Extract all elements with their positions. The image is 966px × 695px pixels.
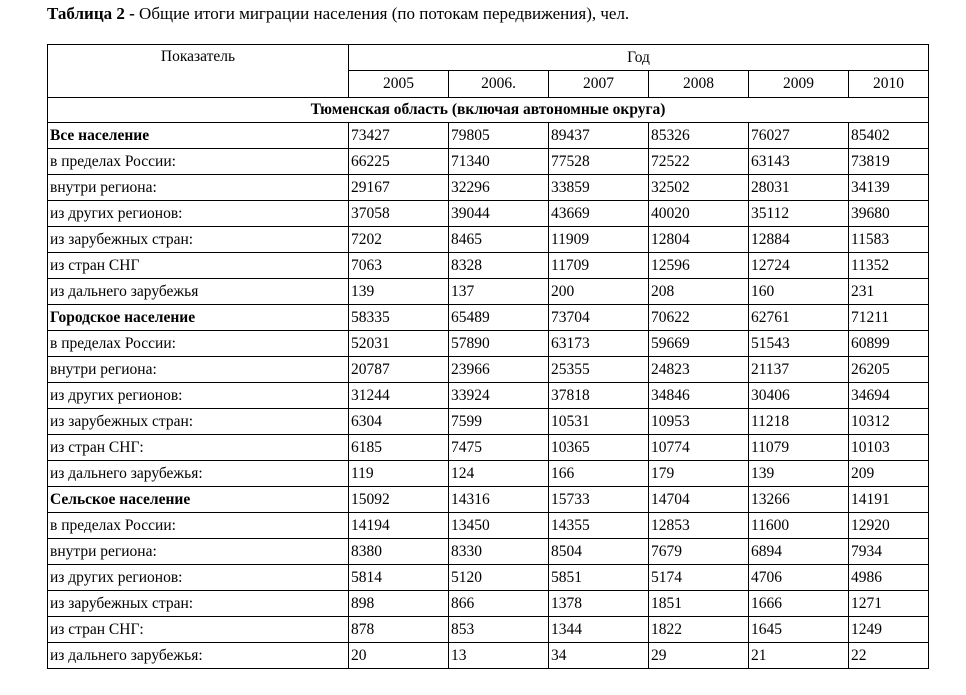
value-cell: 58335 [349,305,449,331]
value-cell: 8328 [449,253,549,279]
value-cell: 1344 [549,617,649,643]
value-cell: 33924 [449,383,549,409]
row-label: из дальнего зарубежья: [48,461,349,487]
value-cell: 76027 [749,123,849,149]
value-cell: 37818 [549,383,649,409]
year-header: Год [349,45,929,71]
row-label: внутри региона: [48,539,349,565]
header-row-top [48,45,929,71]
table-row [48,357,929,383]
value-cell: 11079 [749,435,849,461]
value-cell: 8465 [449,227,549,253]
table-row [48,149,929,175]
value-cell: 5851 [549,565,649,591]
year-cell: 2009 [749,71,849,98]
value-cell: 85326 [649,123,749,149]
value-cell: 124 [449,461,549,487]
value-cell: 166 [549,461,649,487]
value-cell: 7063 [349,253,449,279]
value-cell: 898 [349,591,449,617]
value-cell: 72522 [649,149,749,175]
value-cell: 10953 [649,409,749,435]
row-label: в пределах России: [48,149,349,175]
table-row [48,461,929,487]
value-cell: 1645 [749,617,849,643]
value-cell: 20 [349,643,449,669]
table-row [48,175,929,201]
value-cell: 63173 [549,331,649,357]
value-cell: 20787 [349,357,449,383]
table-row [48,201,929,227]
value-cell: 28031 [749,175,849,201]
value-cell: 71340 [449,149,549,175]
value-cell: 21 [749,643,849,669]
value-cell: 12884 [749,227,849,253]
value-cell: 200 [549,279,649,305]
value-cell: 12853 [649,513,749,539]
value-cell: 231 [849,279,929,305]
value-cell: 39680 [849,201,929,227]
value-cell: 5814 [349,565,449,591]
value-cell: 6894 [749,539,849,565]
value-cell: 43669 [549,201,649,227]
value-cell: 13450 [449,513,549,539]
row-label: из дальнего зарубежья [48,279,349,305]
value-cell: 32502 [649,175,749,201]
row-label: из других регионов: [48,565,349,591]
value-cell: 40020 [649,201,749,227]
table-row [48,383,929,409]
table-row [48,227,929,253]
value-cell: 866 [449,591,549,617]
value-cell: 34 [549,643,649,669]
value-cell: 10312 [849,409,929,435]
table-body [48,123,929,669]
value-cell: 5174 [649,565,749,591]
value-cell: 11909 [549,227,649,253]
row-label: в пределах России: [48,331,349,357]
table-row-group [48,123,929,149]
value-cell: 8380 [349,539,449,565]
value-cell: 14191 [849,487,929,513]
value-cell: 24823 [649,357,749,383]
row-label: из зарубежных стран: [48,227,349,253]
value-cell: 1666 [749,591,849,617]
value-cell: 89437 [549,123,649,149]
value-cell: 21137 [749,357,849,383]
value-cell: 34846 [649,383,749,409]
value-cell: 14704 [649,487,749,513]
value-cell: 1271 [849,591,929,617]
value-cell: 6304 [349,409,449,435]
value-cell: 63143 [749,149,849,175]
value-cell: 85402 [849,123,929,149]
value-cell: 15092 [349,487,449,513]
value-cell: 57890 [449,331,549,357]
value-cell: 33859 [549,175,649,201]
value-cell: 79805 [449,123,549,149]
table-row [48,279,929,305]
indicator-header: Показатель [48,45,349,98]
value-cell: 12920 [849,513,929,539]
year-cell: 2006. [449,71,549,98]
value-cell: 137 [449,279,549,305]
row-label: Сельское население [48,487,349,513]
value-cell: 13 [449,643,549,669]
value-cell: 7679 [649,539,749,565]
value-cell: 11218 [749,409,849,435]
value-cell: 52031 [349,331,449,357]
year-cell: 2007 [549,71,649,98]
value-cell: 71211 [849,305,929,331]
table-caption [47,3,629,25]
value-cell: 14355 [549,513,649,539]
region-title: Тюменская область (включая автономные округа) [48,98,929,123]
value-cell: 5120 [449,565,549,591]
year-cell: 2010 [849,71,929,98]
value-cell: 14194 [349,513,449,539]
value-cell: 70622 [649,305,749,331]
value-cell: 29 [649,643,749,669]
value-cell: 8330 [449,539,549,565]
row-label: из стран СНГ: [48,617,349,643]
value-cell: 1378 [549,591,649,617]
value-cell: 7599 [449,409,549,435]
value-cell: 7934 [849,539,929,565]
value-cell: 4986 [849,565,929,591]
row-label: в пределах России: [48,513,349,539]
value-cell: 77528 [549,149,649,175]
value-cell: 1249 [849,617,929,643]
value-cell: 73427 [349,123,449,149]
row-label: внутри региона: [48,357,349,383]
value-cell: 39044 [449,201,549,227]
value-cell: 209 [849,461,929,487]
value-cell: 8504 [549,539,649,565]
value-cell: 14316 [449,487,549,513]
value-cell: 7202 [349,227,449,253]
value-cell: 25355 [549,357,649,383]
value-cell: 73819 [849,149,929,175]
value-cell: 60899 [849,331,929,357]
value-cell: 10774 [649,435,749,461]
value-cell: 34139 [849,175,929,201]
caption-number: Таблица 2 [47,4,125,23]
region-row [48,98,929,123]
value-cell: 51543 [749,331,849,357]
table-row [48,253,929,279]
row-label: из стран СНГ: [48,435,349,461]
value-cell: 31244 [349,383,449,409]
value-cell: 1822 [649,617,749,643]
row-label: из зарубежных стран: [48,591,349,617]
value-cell: 30406 [749,383,849,409]
value-cell: 66225 [349,149,449,175]
value-cell: 139 [349,279,449,305]
value-cell: 22 [849,643,929,669]
table-row [48,435,929,461]
migration-table [47,44,929,669]
value-cell: 12724 [749,253,849,279]
value-cell: 73704 [549,305,649,331]
value-cell: 26205 [849,357,929,383]
table-row [48,513,929,539]
value-cell: 4706 [749,565,849,591]
value-cell: 29167 [349,175,449,201]
value-cell: 59669 [649,331,749,357]
value-cell: 11583 [849,227,929,253]
value-cell: 119 [349,461,449,487]
value-cell: 878 [349,617,449,643]
value-cell: 10103 [849,435,929,461]
table-row [48,643,929,669]
value-cell: 179 [649,461,749,487]
row-label: из стран СНГ [48,253,349,279]
table-row [48,331,929,357]
value-cell: 35112 [749,201,849,227]
row-label: Все население [48,123,349,149]
value-cell: 65489 [449,305,549,331]
table-row [48,539,929,565]
row-label: из дальнего зарубежья: [48,643,349,669]
value-cell: 853 [449,617,549,643]
value-cell: 12804 [649,227,749,253]
row-label: из других регионов: [48,201,349,227]
value-cell: 23966 [449,357,549,383]
value-cell: 13266 [749,487,849,513]
table-row-group [48,487,929,513]
value-cell: 12596 [649,253,749,279]
value-cell: 11709 [549,253,649,279]
row-label: внутри региона: [48,175,349,201]
value-cell: 1851 [649,591,749,617]
value-cell: 208 [649,279,749,305]
caption-text: Общие итоги миграции населения (по потокам передвижения), чел. [139,4,630,23]
table-row [48,617,929,643]
row-label: из зарубежных стран: [48,409,349,435]
caption-dash: - [124,4,140,23]
value-cell: 11600 [749,513,849,539]
value-cell: 7475 [449,435,549,461]
table-row [48,565,929,591]
table-row [48,591,929,617]
value-cell: 32296 [449,175,549,201]
value-cell: 160 [749,279,849,305]
row-label: из других регионов: [48,383,349,409]
value-cell: 10531 [549,409,649,435]
value-cell: 6185 [349,435,449,461]
year-cell: 2005 [349,71,449,98]
year-cell: 2008 [649,71,749,98]
value-cell: 34694 [849,383,929,409]
table-row-group [48,305,929,331]
value-cell: 10365 [549,435,649,461]
value-cell: 139 [749,461,849,487]
value-cell: 15733 [549,487,649,513]
row-label: Городское население [48,305,349,331]
value-cell: 62761 [749,305,849,331]
table-row [48,409,929,435]
value-cell: 37058 [349,201,449,227]
value-cell: 11352 [849,253,929,279]
